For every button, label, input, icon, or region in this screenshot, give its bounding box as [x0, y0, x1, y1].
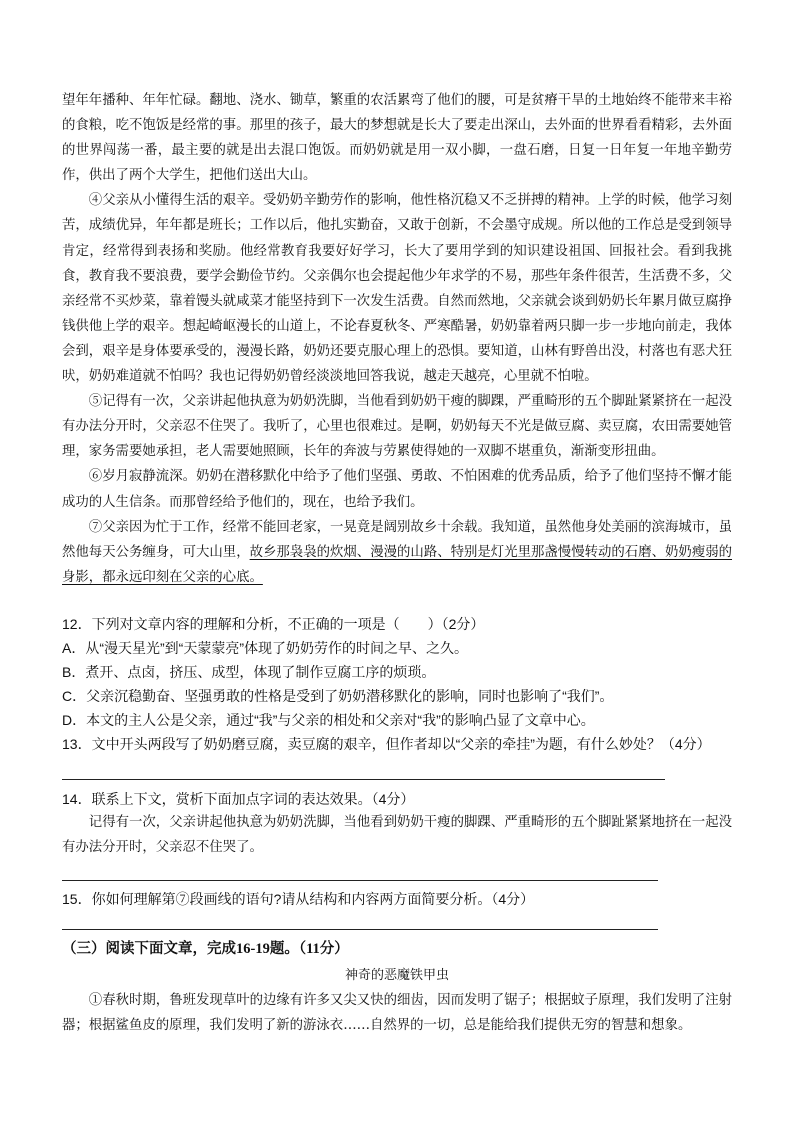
question-14-quote-block [62, 810, 732, 860]
paragraph-4: ④父亲从小懂得生活的艰辛。受奶奶辛勤劳作的影响，他性格沉稳又不乏拼搏的精神。上学的时候，他学习刻苦，成绩优异，年年都是班长；工作以后，他扎实勤奋，又敢于创新，不会墨守成规。所以他的工作总是受到领导肯定，经常得到表扬和奖励。他经常教育我要好好学习，长大了要用学到的知识建设祖国、回报社会。看到我挑食，教育我不要浪费，要学会勤俭节约。父亲偶尔也会提起他少年求学的不易，那些年条件很苦，生活费不多，父亲经常不买炒菜，靠着馒头就咸菜才能坚持到下一次发生活费。自然而然地，父亲就会谈到奶奶长年累月做豆腐挣钱供他上学的艰辛。想起崎岖漫长的山道上，不论春夏秋冬、严寒酷暑，奶奶靠着两只脚一步一步地向前走，我体会到，艰辛是身体要承受的，漫漫长路，奶奶还要克服心理上的恐惧。要知道，山林有野兽出没，村落也有恶犬狂吠，奶奶难道就不怕吗？我也记得奶奶曾经淡淡地回答我说，越走天越亮，心里就不怕啦。 [62, 193, 732, 385]
section-3-passage [62, 988, 732, 1038]
section-3-heading: （三）阅读下面文章，完成16-19题。（11分） [62, 941, 349, 957]
question-14-quote: 记得有一次，父亲讲起他执意为奶奶洗脚，当他看到奶奶干瘦的脚踝、严重畸形的五个脚趾紧紧地挤在一起没有办法分开时，父亲忍不住哭了。 [62, 815, 732, 856]
answer-line-15[interactable] [62, 929, 658, 930]
paragraph-7-text: ⑦父亲因为忙于工作，经常不能回老家，一晃竟是阔别故乡十余载。我知道，虽然他身处美丽的滨海城市，虽然他每天公务缠身，可大山里， [62, 519, 732, 560]
question-12-stem: 12．下列对文章内容的理解和分析，不正确的一项是（ ）（2分） [62, 616, 485, 632]
question-14-stem: 14．联系上下文，赏析下面加点字词的表达效果。（4分） [62, 791, 415, 807]
question-12-option-c: C．父亲沉稳勤奋、坚强勇敢的性格是受到了奶奶潜移默化的影响，同时也影响了“我们”。 [62, 688, 614, 704]
question-12 [62, 612, 742, 756]
question-12-option-d: D．本文的主人公是父亲，通过“我”与父亲的相处和父亲对“我”的影响凸显了文章中心。 [62, 712, 595, 728]
paragraph-7-underlined: 故乡那袅袅的炊烟、漫漫的山路、特别是灯光里那盏慢慢转动的石磨、奶奶瘦弱的身影，都永远印刻在父亲的心底。 [62, 544, 733, 585]
question-14 [62, 787, 742, 811]
paragraph-intro: 望年年播种、年年忙碌。翻地、浇水、锄草，繁重的农活累弯了他们的腰，可是贫瘠干旱的土地始终不能带来丰裕的食粮，吃不饱饭是经常的事。那里的孩子，最大的梦想就是长大了要走出深山，去外面的世界看看精彩，去外面的世界闯荡一番，最主要的就是出去混口饱饭。而奶奶就是用一双小脚，一盘石磨，日复一日年复一年地辛勤劳作，供出了两个大学生，把他们送出大山。 [62, 93, 732, 184]
question-15-stem: 15．你如何理解第⑦段画线的语句?请从结构和内容两方面简要分析。（4分） [62, 891, 535, 907]
article-title: 神奇的恶魔铁甲虫 [344, 968, 449, 983]
paragraph-7 [62, 515, 732, 590]
answer-line-14[interactable] [62, 880, 658, 881]
question-12-option-b: B．煮开、点卤，挤压、成型，体现了制作豆腐工序的烦琐。 [62, 664, 436, 680]
question-15 [62, 887, 742, 911]
passage-block [62, 88, 732, 590]
paragraph-5: ⑤记得有一次，父亲讲起他执意为奶奶洗脚，当他看到奶奶干瘦的脚踝，严重畸形的五个脚趾紧紧挤在一起没有办法分开时，父亲忍不住哭了。我听了，心里也很难过。是啊，奶奶每天不光是做豆腐、卖豆腐，农田需要她管理，家务需要她承担，老人需要她照顾，长年的奔波与劳累使得她的一双脚不堪重负，渐渐变形扭曲。 [62, 394, 732, 460]
paragraph-6: ⑥岁月寂静流深。奶奶在潜移默化中给予了他们坚强、勇敢、不怕困难的优秀品质，给予了他们坚持不懈才能成功的人生信条。而那曾经给予他们的，现在，也给予我们。 [62, 469, 732, 510]
question-12-option-a: A．从“漫天星光”到“天蒙蒙亮”体现了奶奶劳作的时间之早、之久。 [62, 640, 468, 656]
section-3-paragraph-1: ①春秋时期，鲁班发现草叶的边缘有许多又尖又快的细齿，因而发明了锯子；根据蚊子原理，我们发明了注射器；根据鲨鱼皮的原理，我们发明了新的游泳衣……自然界的一切，总是能给我们提供无穷的智慧和想象。 [62, 993, 732, 1034]
answer-line-13[interactable] [62, 779, 665, 780]
question-13-stem: 13．文中开头两段写了奶奶磨豆腐，卖豆腐的艰辛，但作者却以“父亲的牵挂”为题，有什么妙处？（4分） [62, 736, 711, 752]
